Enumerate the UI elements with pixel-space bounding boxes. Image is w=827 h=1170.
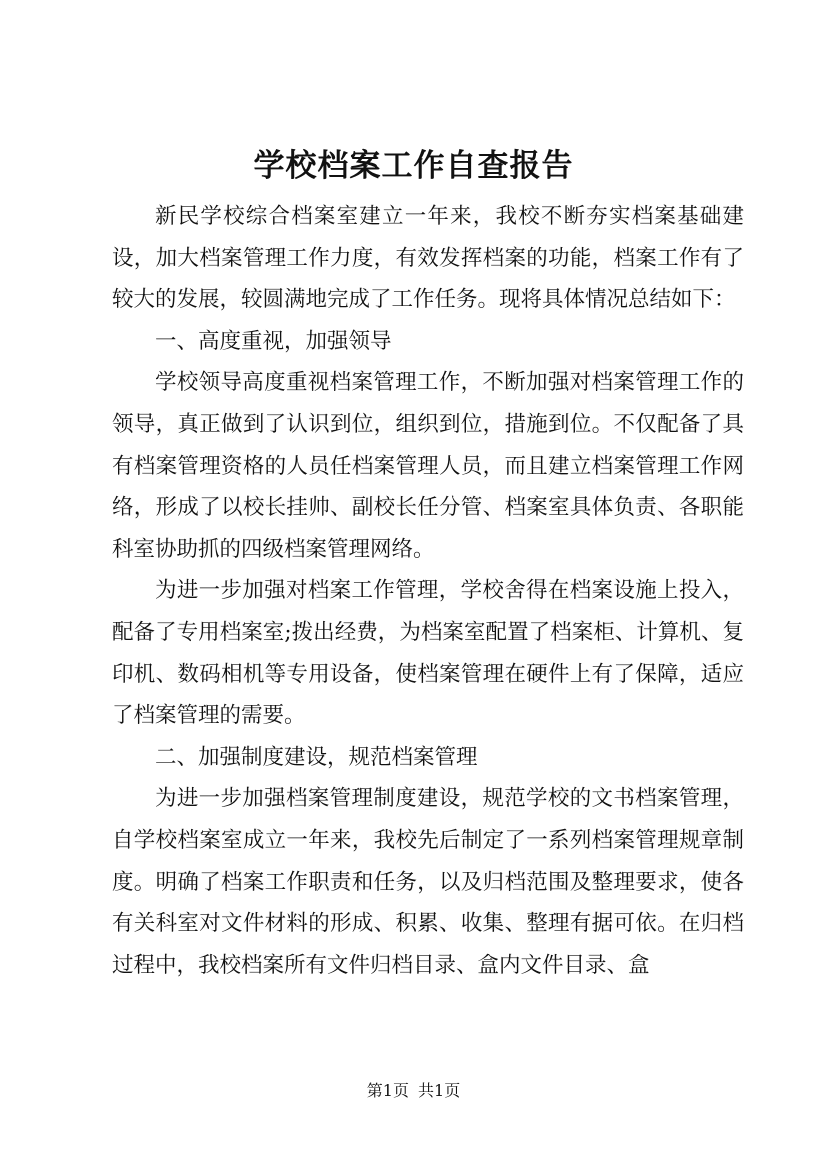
paragraph-intro: 新民学校综合档案室建立一年来，我校不断夯实档案基础建设，加大档案管理工作力度，有效发挥档案的功能，档案工作有了较大的发展，较圆满地完成了工作任务。现将具体情况总结如下： <box>112 204 744 313</box>
page-total: 共1页 <box>418 1081 461 1100</box>
section-heading-2: 二、加强制度建设，规范档案管理 <box>155 744 478 770</box>
paragraph-facilities: 为进一步加强对档案工作管理，学校舍得在档案设施上投入，配备了专用档案室;拨出经费，为档案室配置了档案柜、计算机、复印机、数码相机等专用设备，使档案管理在硬件上有了保障，适应了档案管理的需要。 <box>112 578 744 729</box>
document-title: 学校档案工作自查报告 <box>253 148 574 184</box>
page-footer <box>0 1080 827 1102</box>
page-number: 第1页 <box>366 1081 409 1100</box>
document-body <box>112 196 744 986</box>
section-heading-1: 一、高度重视，加强领导 <box>155 328 392 354</box>
paragraph-leadership: 学校领导高度重视档案管理工作，不断加强对档案管理工作的领导，真正做到了认识到位，组织到位，措施到位。不仅配备了具有档案管理资格的人员任档案管理人员，而且建立档案管理工作网络，形成了以校长挂帅、副校长任分管、档案室具体负责、各职能科室协助抓的四级档案管理网络。 <box>112 370 744 562</box>
paragraph-system: 为进一步加强档案管理制度建设，规范学校的文书档案管理，自学校档案室成立一年来，我校先后制定了一系列档案管理规章制度。明确了档案工作职责和任务，以及归档范围及整理要求，使各有关科室对文件材料的形成、积累、收集、整理有据可依。在归档过程中，我校档案所有文件归档目录、盒内文件目录、盒 <box>112 786 744 978</box>
